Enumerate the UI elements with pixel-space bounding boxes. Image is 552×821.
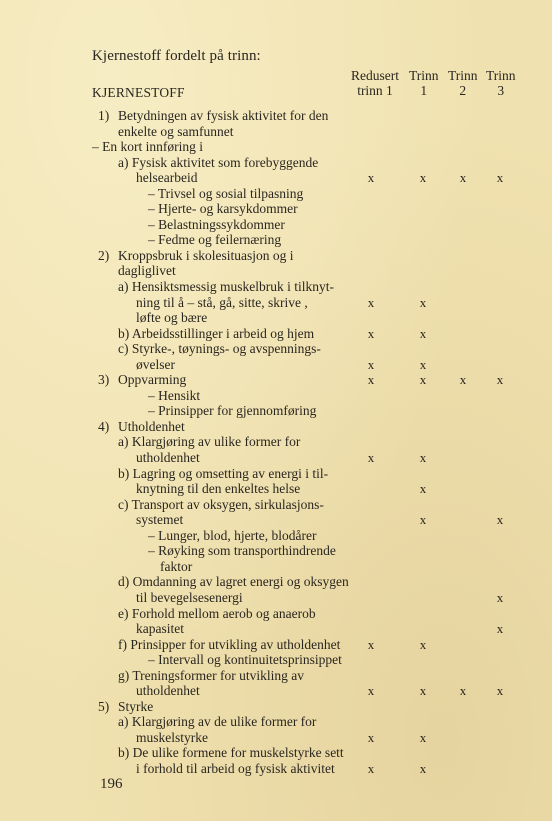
item-text: øvelser xyxy=(136,356,175,372)
item-text: Utholdenhet xyxy=(118,418,185,434)
item-number: 3) xyxy=(98,372,110,388)
item-text: Betydningen av fysisk aktivitet for den xyxy=(118,108,329,123)
column-header-trinn-1 xyxy=(409,68,439,98)
column-header-trinn-2 xyxy=(448,68,478,98)
column-header-line2: trinn 1 xyxy=(357,83,393,98)
item-text: c) Transport av oksygen, sirkulasjons- xyxy=(118,496,324,512)
item-text: – Intervall og kontinuitetsprinsippet xyxy=(148,652,342,668)
item-text: – Røyking som transporthindrende xyxy=(148,543,336,559)
table-row xyxy=(0,497,552,513)
level-mark: x xyxy=(419,170,427,186)
column-header-line1: Trinn xyxy=(448,68,478,83)
table-row xyxy=(0,668,552,684)
level-mark: x xyxy=(419,683,427,699)
column-header-line1: Redusert xyxy=(351,68,399,83)
level-mark: x xyxy=(459,170,467,186)
item-text: e) Forhold mellom aerob og anaerob xyxy=(118,605,316,621)
item-text: utholdenhet xyxy=(136,683,200,699)
level-mark: x xyxy=(367,683,375,699)
table-row xyxy=(0,217,552,233)
table-row xyxy=(0,263,552,279)
curriculum-table xyxy=(0,108,552,777)
item-text: knytning til den enkeltes helse xyxy=(136,481,301,497)
table-row xyxy=(0,186,552,202)
level-mark: x xyxy=(496,683,504,699)
column-header-line2: 3 xyxy=(497,83,505,98)
table-row xyxy=(0,357,552,373)
item-text: g) Treningsformer for utvikling av xyxy=(118,667,304,683)
table-row xyxy=(0,745,552,761)
column-header-line2: 1 xyxy=(420,83,428,98)
item-text: i forhold til arbeid og fysisk aktivitet xyxy=(136,760,335,776)
table-row xyxy=(0,481,552,497)
level-mark: x xyxy=(367,729,375,745)
table-row xyxy=(0,528,552,544)
page-number: 196 xyxy=(100,776,123,792)
section-label: KJERNESTOFF xyxy=(92,85,185,100)
level-mark: x xyxy=(367,294,375,310)
table-row xyxy=(0,621,552,637)
item-text: – Trivsel og sosial tilpasning xyxy=(148,185,304,201)
table-row xyxy=(0,512,552,528)
table-row xyxy=(0,683,552,699)
table-row xyxy=(0,279,552,295)
table-row xyxy=(0,699,552,715)
item-text: Oppvarming xyxy=(118,372,187,388)
level-mark: x xyxy=(496,621,504,637)
page-heading: Kjernestoff fordelt på trinn: xyxy=(92,48,261,64)
table-row xyxy=(0,341,552,357)
table-row xyxy=(0,232,552,248)
item-text: a) Hensiktsmessig muskelbruk i tilknyt- xyxy=(118,279,334,295)
item-text: d) Omdanning av lagret energi og oksygen xyxy=(118,574,349,590)
table-row xyxy=(0,139,552,155)
item-text: ning til å – stå, gå, sitte, skrive , xyxy=(136,294,308,310)
table-row xyxy=(0,466,552,482)
table-row xyxy=(0,248,552,264)
level-mark: x xyxy=(419,512,427,528)
table-row xyxy=(0,403,552,419)
item-text: – En kort innføring i xyxy=(92,139,203,155)
item-number: 1) xyxy=(98,108,110,123)
level-mark: x xyxy=(419,760,427,776)
table-row xyxy=(0,434,552,450)
column-header-trinn-3 xyxy=(486,68,516,98)
item-text: Styrke xyxy=(118,698,154,714)
table-row xyxy=(0,201,552,217)
item-text: b) Arbeidsstillinger i arbeid og hjem xyxy=(118,325,315,341)
table-row xyxy=(0,124,552,140)
item-text: til bevegelsesenergi xyxy=(136,589,243,605)
table-row xyxy=(0,388,552,404)
table-row xyxy=(0,714,552,730)
item-text: – Hjerte- og karsykdommer xyxy=(148,201,298,217)
item-text: systemet xyxy=(136,512,184,528)
level-mark: x xyxy=(419,294,427,310)
item-text: faktor xyxy=(160,558,193,574)
level-mark: x xyxy=(496,512,504,528)
level-mark: x xyxy=(419,372,427,388)
item-text: b) De ulike formene for muskelstyrke sett xyxy=(118,745,344,761)
table-row xyxy=(0,543,552,559)
item-text: – Fedme og feilernæring xyxy=(148,232,282,248)
column-header-line2: 2 xyxy=(459,83,467,98)
level-mark: x xyxy=(419,325,427,341)
column-header-line1: Trinn xyxy=(486,68,516,83)
item-text: – Belastningssykdommer xyxy=(148,216,285,232)
table-row xyxy=(0,590,552,606)
item-text: dagliglivet xyxy=(118,263,176,279)
table-row xyxy=(0,108,552,124)
item-text: utholdenhet xyxy=(136,450,200,466)
table-row xyxy=(0,170,552,186)
level-mark: x xyxy=(367,170,375,186)
item-text: a) Fysisk aktivitet som forebyggende xyxy=(118,154,319,170)
table-row xyxy=(0,295,552,311)
table-row xyxy=(0,372,552,388)
table-row xyxy=(0,326,552,342)
table-row xyxy=(0,652,552,668)
table-row xyxy=(0,637,552,653)
level-mark: x xyxy=(367,372,375,388)
item-text: – Lunger, blod, hjerte, blodårer xyxy=(148,527,317,543)
column-header-redusert-trinn-1 xyxy=(351,68,399,98)
item-text: Kroppsbruk i skolesituasjon og i xyxy=(118,247,294,263)
level-mark: x xyxy=(367,636,375,652)
table-row xyxy=(0,761,552,777)
item-number: 5) xyxy=(98,698,110,714)
item-text: helsearbeid xyxy=(136,170,198,186)
table-row xyxy=(0,310,552,326)
item-text: c) Styrke-, tøynings- og avspennings- xyxy=(118,341,321,357)
item-text: b) Lagring og omsetting av energi i til- xyxy=(118,465,329,481)
item-text: a) Klargjøring av ulike former for xyxy=(118,434,301,450)
item-text: enkelte og samfunnet xyxy=(118,123,234,139)
level-mark: x xyxy=(367,325,375,341)
table-row xyxy=(0,574,552,590)
table-row xyxy=(0,730,552,746)
table-row xyxy=(0,155,552,171)
item-text: kapasitet xyxy=(136,621,184,637)
level-mark: x xyxy=(496,170,504,186)
table-row xyxy=(0,450,552,466)
level-mark: x xyxy=(367,356,375,372)
level-mark: x xyxy=(459,683,467,699)
level-mark: x xyxy=(496,589,504,605)
column-header-line1: Trinn xyxy=(409,68,439,83)
level-mark: x xyxy=(496,372,504,388)
item-number: 4) xyxy=(98,418,110,434)
item-text: f) Prinsipper for utvikling av utholdenhet xyxy=(118,636,341,652)
item-text: a) Klargjøring av de ulike former for xyxy=(118,714,317,730)
level-mark: x xyxy=(419,356,427,372)
level-mark: x xyxy=(419,481,427,497)
item-text: løfte og bære xyxy=(136,310,208,326)
level-mark: x xyxy=(419,450,427,466)
item-number: 2) xyxy=(98,247,110,263)
level-mark: x xyxy=(419,729,427,745)
item-text: – Hensikt xyxy=(148,387,201,403)
level-mark: x xyxy=(367,450,375,466)
level-mark: x xyxy=(367,760,375,776)
table-row xyxy=(0,419,552,435)
level-mark: x xyxy=(419,636,427,652)
item-text: muskelstyrke xyxy=(136,729,208,745)
table-row xyxy=(0,606,552,622)
item-text: – Prinsipper for gjennomføring xyxy=(148,403,317,419)
level-mark: x xyxy=(459,372,467,388)
table-row xyxy=(0,559,552,575)
